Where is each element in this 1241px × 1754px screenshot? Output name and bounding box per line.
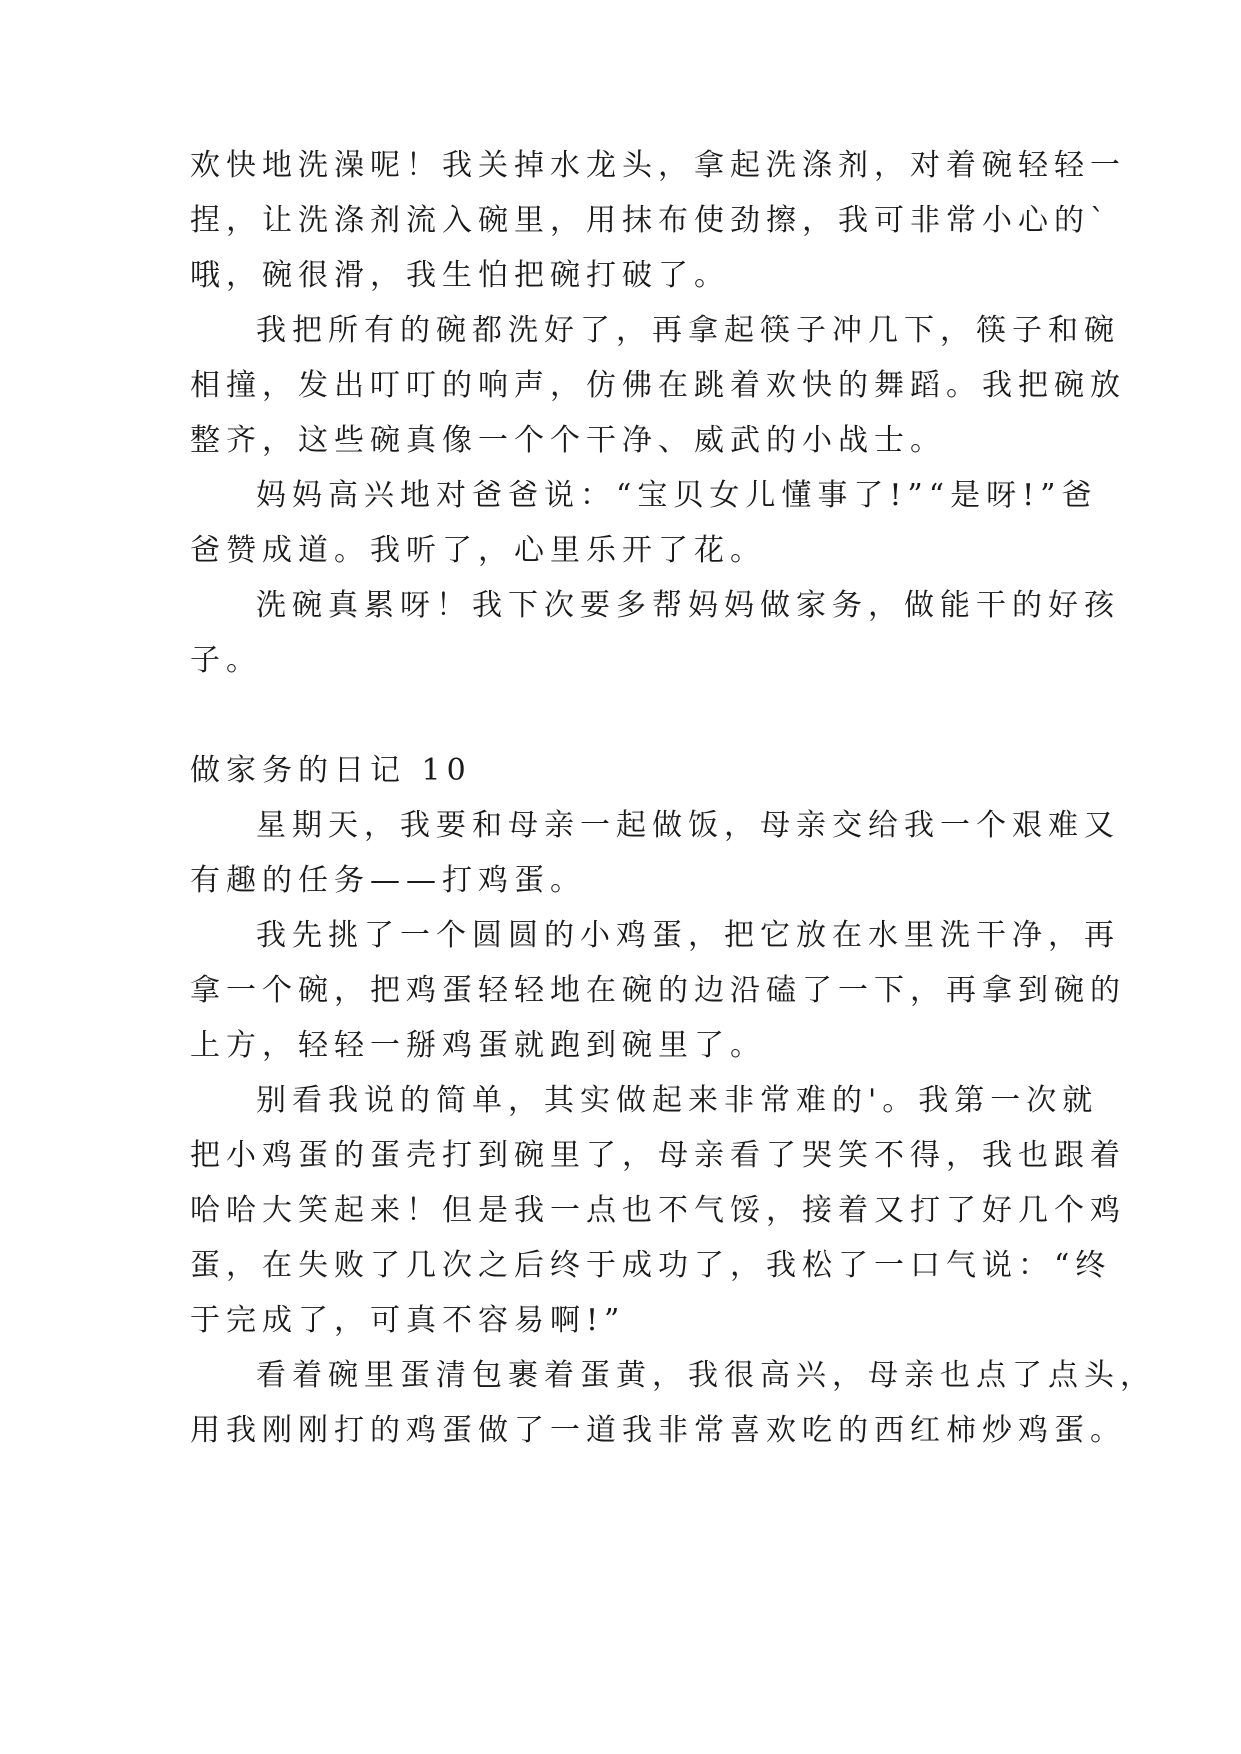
text-line: 欢快地洗澡呢！我关掉水龙头，拿起洗涤剂，对着碗轻轻一 xyxy=(190,148,1126,183)
text-line: 把小鸡蛋的蛋壳打到碗里了，母亲看了哭笑不得，我也跟着 xyxy=(190,1138,1126,1173)
section-title: 做家务的日记 10 xyxy=(190,753,472,788)
paragraph-start-line: 我先挑了一个圆圆的小鸡蛋，把它放在水里洗干净，再 xyxy=(256,918,1120,953)
text-line: 拿一个碗，把鸡蛋轻轻地在碗的边沿磕了一下，再拿到碗的 xyxy=(190,973,1126,1008)
text-line: 爸赞成道。我听了，心里乐开了花。 xyxy=(190,533,766,568)
paragraph-start-line: 星期天，我要和母亲一起做饭，母亲交给我一个艰难又 xyxy=(256,808,1120,843)
paragraph-start-line: 看着碗里蛋清包裹着蛋黄，我很高兴，母亲也点了点头， xyxy=(256,1358,1156,1393)
paragraph-start-line: 我把所有的碗都洗好了，再拿起筷子冲几下，筷子和碗 xyxy=(256,313,1120,348)
text-line: 上方，轻轻一掰鸡蛋就跑到碗里了。 xyxy=(190,1028,766,1063)
text-line: 哈哈大笑起来！但是我一点也不气馁，接着又打了好几个鸡 xyxy=(190,1193,1126,1228)
text-line: 子。 xyxy=(190,643,262,678)
text-line: 哦，碗很滑，我生怕把碗打破了。 xyxy=(190,258,730,293)
text-line: 蛋，在失败了几次之后终于成功了，我松了一口气说：“终 xyxy=(190,1248,1112,1283)
text-line: 于完成了，可真不容易啊!” xyxy=(190,1303,626,1338)
text-line: 相撞，发出叮叮的响声，仿佛在跳着欢快的舞蹈。我把碗放 xyxy=(190,368,1126,403)
text-line: 有趣的任务——打鸡蛋。 xyxy=(190,863,586,898)
text-line: 用我刚刚打的鸡蛋做了一道我非常喜欢吃的西红柿炒鸡蛋。 xyxy=(190,1413,1126,1448)
text-line: 整齐，这些碗真像一个个干净、威武的小战士。 xyxy=(190,423,946,458)
paragraph-start-line: 别看我说的简单，其实做起来非常难的'。我第一次就 xyxy=(256,1083,1099,1118)
text-line: 捏，让洗涤剂流入碗里，用抹布使劲擦，我可非常小心的` xyxy=(190,203,1111,238)
paragraph-start-line: 洗碗真累呀！我下次要多帮妈妈做家务，做能干的好孩 xyxy=(256,588,1120,623)
paragraph-start-line: 妈妈高兴地对爸爸说：“宝贝女儿懂事了!”“是呀!”爸 xyxy=(256,478,1098,513)
